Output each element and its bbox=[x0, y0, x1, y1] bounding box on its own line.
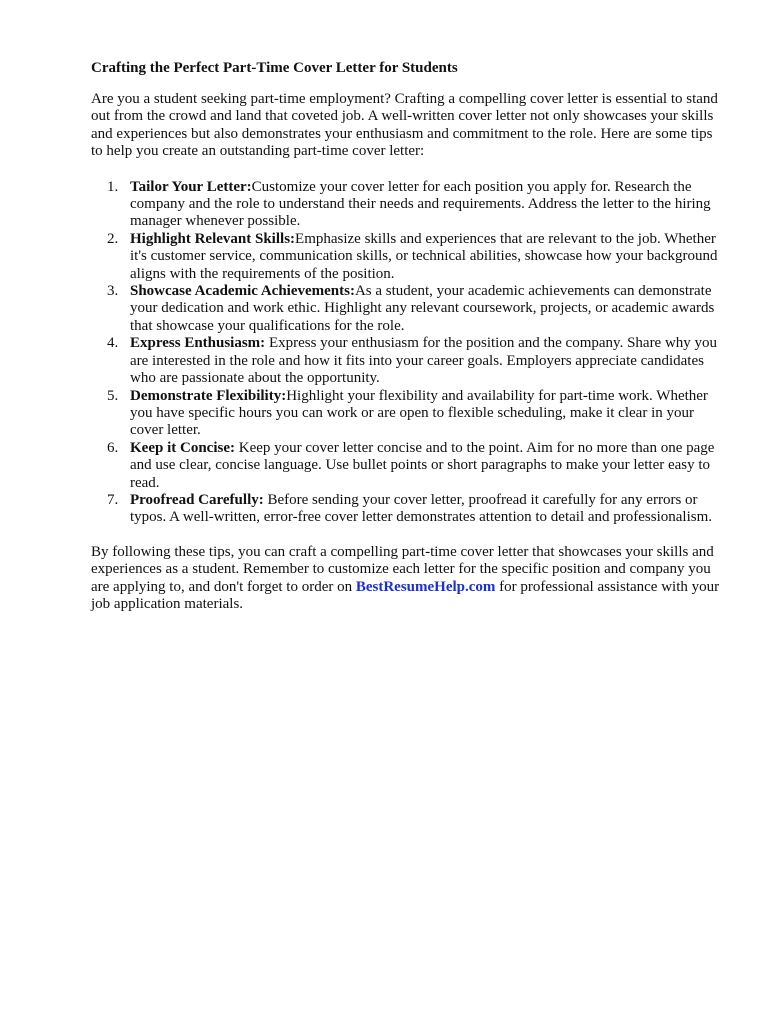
tip-title: Tailor Your Letter: bbox=[130, 178, 252, 195]
tip-number: 3. bbox=[107, 283, 119, 300]
tip-number: 2. bbox=[107, 230, 119, 247]
tip-number: 5. bbox=[107, 387, 119, 404]
tip-text: As a student, your academic achievements can demonstrate your dedication and work ethic. Highlight any relevant coursework, projects, or academic awards that showcase your qualifications for the role. bbox=[130, 283, 715, 334]
list-item bbox=[91, 179, 721, 231]
list-item bbox=[91, 283, 721, 335]
best-resume-help-link[interactable]: BestResumeHelp.com bbox=[355, 578, 496, 595]
tip-title: Proofread Carefully: bbox=[130, 491, 264, 508]
conclusion-paragraph bbox=[91, 544, 721, 614]
list-item bbox=[91, 231, 721, 283]
tip-number: 4. bbox=[107, 335, 119, 352]
tip-title: Showcase Academic Achievements: bbox=[130, 283, 355, 300]
tips-list bbox=[91, 179, 721, 527]
list-item bbox=[91, 335, 721, 387]
document-page bbox=[91, 58, 721, 613]
tip-title: Keep it Concise: bbox=[130, 439, 235, 456]
tip-text: Keep your cover letter concise and to the point. Aim for no more than one page and use clear, concise language. Use bullet points or short paragraphs to make your letter easy to read. bbox=[130, 439, 715, 491]
document-title: Crafting the Perfect Part-Time Cover Letter for Students bbox=[91, 60, 458, 76]
tip-text: Express your enthusiasm for the position and the company. Share why you are interested in the role and how it fits into your career goals. Employers appreciate candidates who are passionate about the opportunity. bbox=[130, 335, 718, 387]
tip-text: Emphasize skills and experiences that are relevant to the job. Whether it's customer service, communication skills, or technical abilities, showcase how your background aligns with the requirements of the position. bbox=[130, 230, 718, 282]
tip-title: Demonstrate Flexibility: bbox=[130, 387, 287, 404]
tip-text: Before sending your cover letter, proofread it carefully for any errors or typos. A well-written, error-free cover letter demonstrates attention to detail and professionalism. bbox=[130, 491, 713, 526]
tip-number: 7. bbox=[107, 491, 119, 508]
tip-number: 1. bbox=[107, 178, 119, 195]
list-item bbox=[91, 492, 721, 527]
tip-text: Customize your cover letter for each position you apply for. Research the company and the role to understand their needs and requirements. Address the letter to the hiring manager whenever possible. bbox=[130, 178, 711, 230]
tip-title: Express Enthusiasm: bbox=[130, 335, 266, 352]
tip-number: 6. bbox=[107, 439, 119, 456]
intro-paragraph: Are you a student seeking part-time employment? Crafting a compelling cover letter is essential to stand out from the crowd and land that coveted job. A well-written cover letter not only showcases your skills and experiences but also demonstrates your enthusiasm and commitment to the role. Here are some tips to help you create an outstanding part-time cover letter: bbox=[91, 91, 718, 160]
tip-title: Highlight Relevant Skills: bbox=[130, 230, 296, 247]
list-item bbox=[91, 388, 721, 440]
conclusion-text-start: By following these tips, you can craft a compelling part-time cover letter that showcases your skills and experiences as a student. Remember to customize each letter for the specific position and company you are applying to, and don't forget to order on bbox=[91, 543, 714, 595]
tip-text: Highlight your flexibility and availability for part-time work. Whether you have specific hours you can work or are open to flexible scheduling, make it clear in your cover letter. bbox=[130, 387, 708, 439]
list-item bbox=[91, 440, 721, 492]
conclusion-text-end: for professional assistance with your job application materials. bbox=[91, 578, 720, 612]
